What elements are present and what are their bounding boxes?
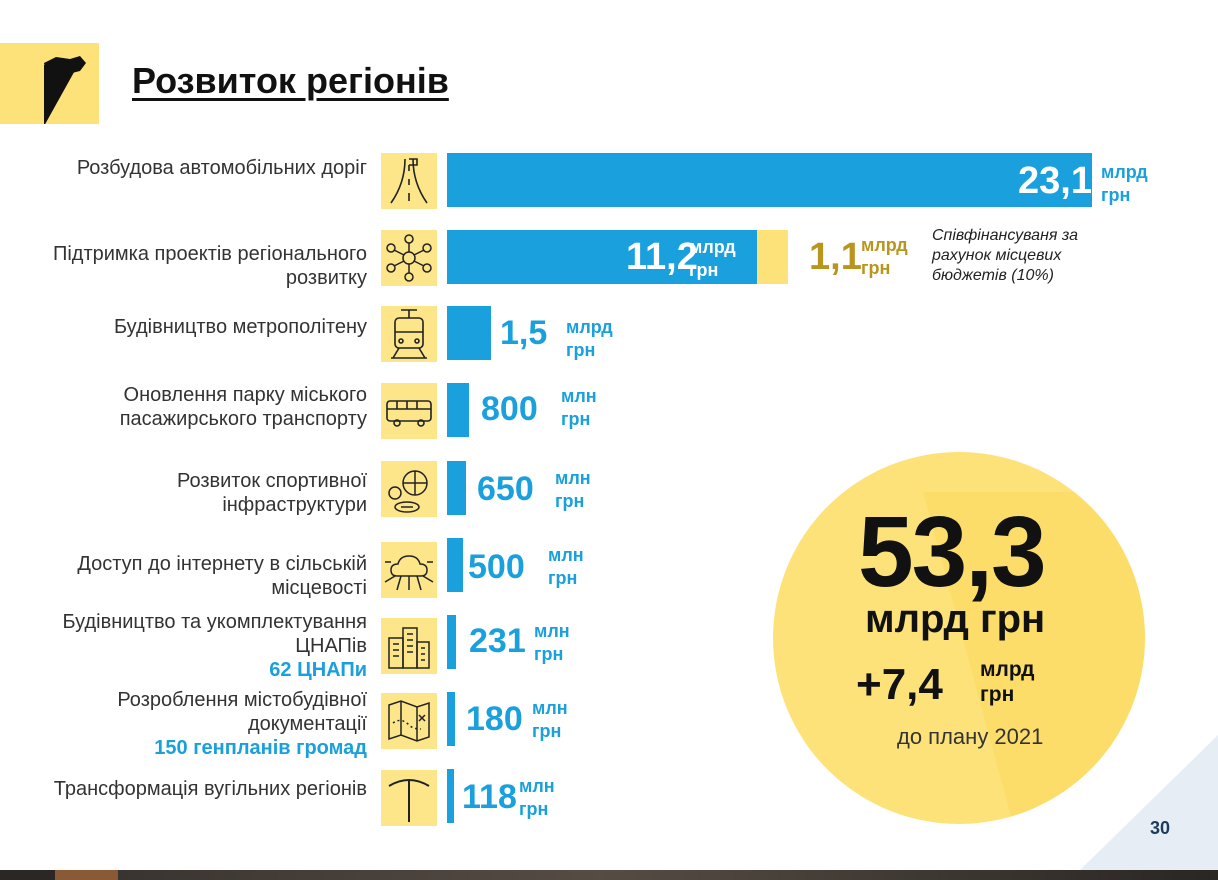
bar-internet (447, 538, 463, 592)
value-label-urban-docs: 180 (466, 700, 523, 738)
unit-label-tsnap (534, 620, 570, 666)
unit-bottom-cofinancing: грн (861, 258, 891, 278)
value-label-roads: 23,1 (1018, 160, 1092, 202)
unit-bottom-internet: грн (548, 568, 578, 588)
metro-train-icon (381, 306, 437, 362)
row-label-urban-docs-text: Розроблення містобудівної документації (117, 689, 367, 735)
unit-label-transport (561, 385, 597, 431)
bar-metro (447, 306, 491, 360)
page-title: Розвиток регіонів (132, 60, 449, 101)
buildings-icon (381, 618, 437, 674)
unit-bottom-transport: грн (561, 409, 591, 429)
value-label-tsnap: 231 (469, 622, 526, 660)
unit-top-coal: млн (519, 776, 555, 796)
unit-bottom-coal: грн (519, 799, 549, 819)
unit-label-urban-docs (532, 697, 568, 743)
row-label-transport: Оновлення парку міського пасажирського транспорту (119, 384, 367, 430)
unit-bottom-regional: грн (689, 260, 719, 280)
ministry-logo (0, 43, 99, 124)
row-label-urban-docs (27, 688, 367, 760)
unit-top-sports: млн (555, 468, 591, 488)
plus-unit (980, 657, 1035, 707)
plus-value: +7,4 (856, 660, 943, 709)
value-label-coal: 118 (462, 778, 517, 816)
unit-label-cofinancing (861, 234, 908, 280)
unit-bottom-urban-docs: грн (532, 721, 562, 741)
row-label-roads: Розбудова автомобільних доріг (76, 157, 367, 179)
ukraine-map-logo-icon (0, 43, 99, 124)
plus-note: до плану 2021 (897, 724, 1044, 749)
row-label-coal: Трансформація вугільних регіонів (53, 778, 367, 800)
map-icon (381, 693, 437, 749)
bar-roads (447, 153, 1092, 207)
row-sub-urban-docs: 150 генпланів громад (154, 737, 367, 759)
unit-bottom-roads: грн (1101, 185, 1131, 205)
bar-tsnap (447, 615, 456, 669)
row-label-internet: Доступ до інтернету в сільській місцевості (77, 553, 367, 599)
unit-top-transport: млн (561, 386, 597, 406)
bar-cofinancing (757, 230, 788, 284)
row-label-tsnap-text: Будівництво та укомплектування ЦНАПів (62, 611, 367, 657)
unit-bottom-metro: грн (566, 340, 596, 360)
value-label-regional-projects: 11,2 (626, 236, 698, 278)
unit-top-roads: млрд (1101, 162, 1148, 182)
total-value: 53,3 (858, 496, 1045, 608)
row-label-tsnap (27, 610, 367, 682)
plus-unit-bottom: грн (980, 683, 1015, 706)
row-sub-tsnap: 62 ЦНАПи (269, 659, 367, 681)
unit-label-regional-projects (689, 236, 736, 282)
bar-transport (447, 383, 469, 437)
bus-icon (381, 383, 437, 439)
cloud-network-icon (381, 542, 437, 598)
unit-top-cofinancing: млрд (861, 235, 908, 255)
pickaxe-icon (381, 770, 437, 826)
unit-top-urban-docs: млн (532, 698, 568, 718)
unit-bottom-sports: грн (555, 491, 585, 511)
sports-balls-icon (381, 461, 437, 517)
bar-sports (447, 461, 466, 515)
unit-top-tsnap: млн (534, 621, 570, 641)
unit-top-internet: млн (548, 545, 584, 565)
row-label-regional-projects: Підтримка проектів регіонального розвитку (52, 243, 367, 289)
page-number: 30 (1150, 818, 1171, 838)
value-label-metro: 1,5 (500, 314, 548, 352)
value-label-cofinancing: 1,1 (809, 236, 862, 278)
unit-label-roads (1101, 161, 1148, 207)
unit-label-metro (566, 316, 613, 362)
value-label-transport: 800 (481, 390, 538, 428)
row-label-sports: Розвиток спортивної інфраструктури (176, 470, 367, 516)
value-label-sports: 650 (477, 470, 534, 508)
bar-urban-docs (447, 692, 455, 746)
cofinancing-note: Співфінансуваня за рахунок місцевих бюджетів (10%) (932, 227, 1079, 284)
corner-decoration (1080, 735, 1218, 870)
plus-unit-top: млрд (980, 658, 1035, 681)
value-label-internet: 500 (468, 548, 525, 586)
unit-label-internet (548, 544, 584, 590)
network-people-icon (381, 230, 437, 286)
unit-label-sports (555, 467, 591, 513)
unit-bottom-tsnap: грн (534, 644, 564, 664)
road-icon (381, 153, 437, 209)
bottom-strip (0, 870, 1218, 880)
unit-top-regional: млрд (689, 237, 736, 257)
unit-label-coal (519, 775, 555, 821)
row-label-metro: Будівництво метрополітену (113, 316, 367, 338)
unit-top-metro: млрд (566, 317, 613, 337)
bar-coal (447, 769, 454, 823)
total-unit: млрд грн (865, 597, 1046, 641)
